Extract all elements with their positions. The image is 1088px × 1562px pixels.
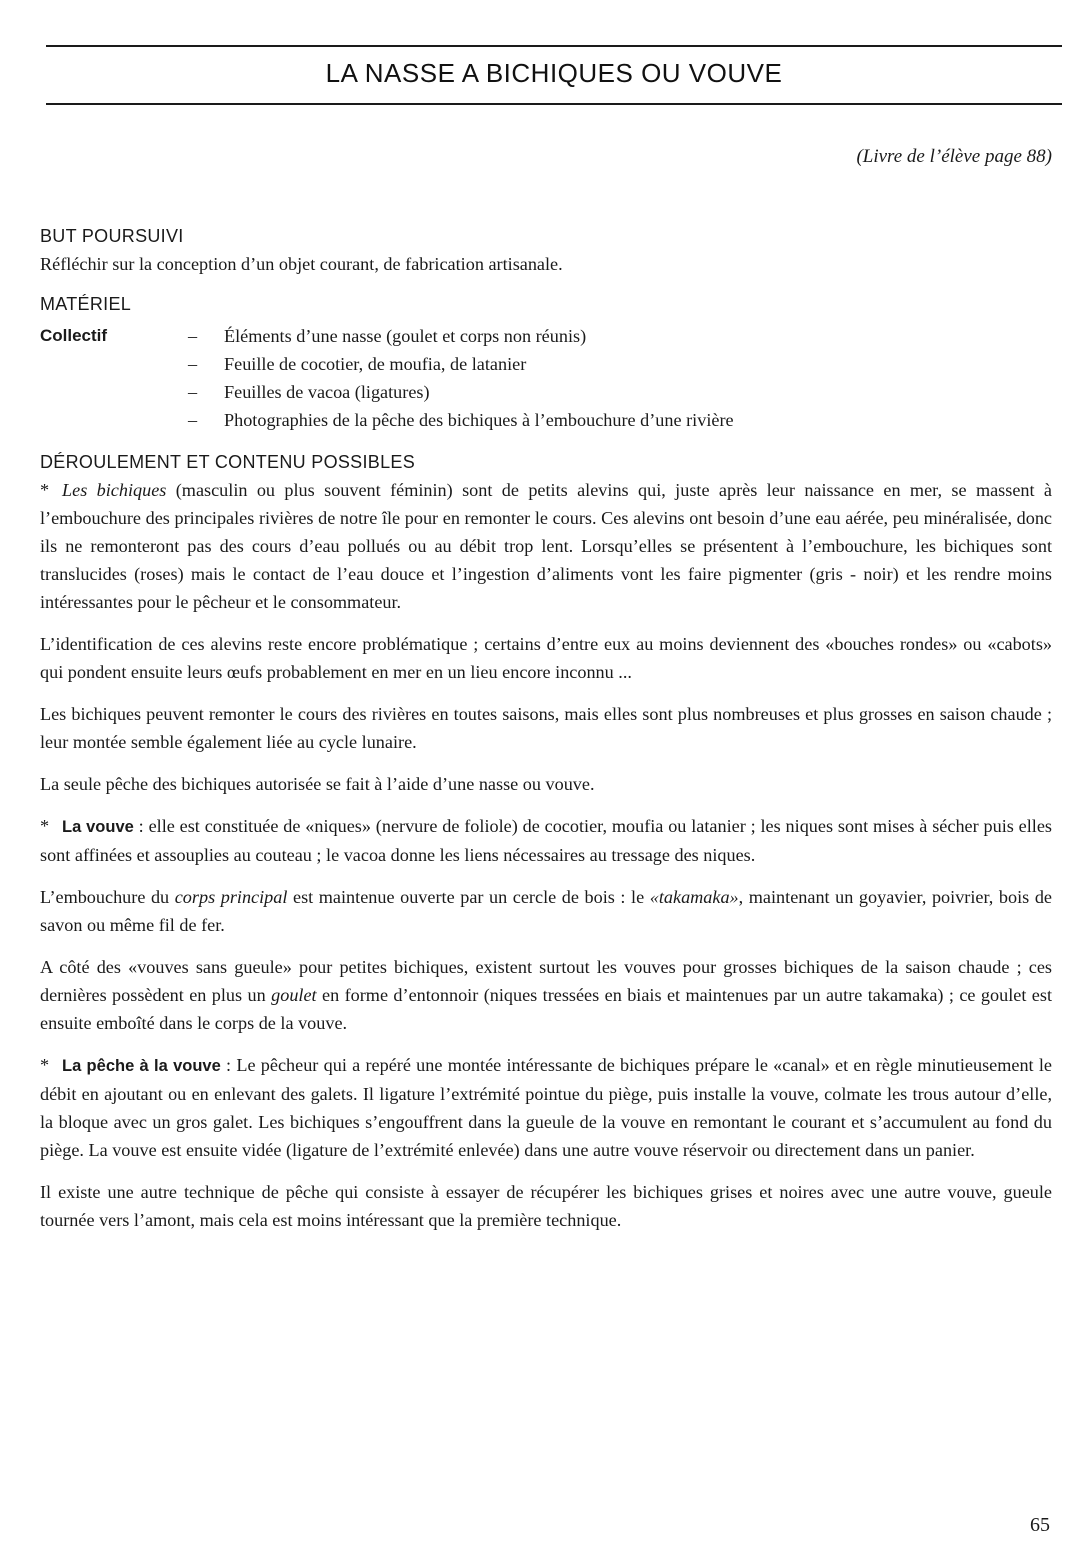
paragraph-saisons: Les bichiques peuvent remonter le cours des rivières en toutes saisons, mais elles sont plus nombreuses et plus grosses en saison chaude ; leur montée semble également liée au cycle lunaire. <box>40 704 1052 752</box>
paragraph-autre-technique: Il existe une autre technique de pêche qui consiste à essayer de récupérer les bichiques grises et noires avec une autre vouve, gueule tournée vers l’amont, mais cela est moins intéressant que la première technique. <box>40 1182 1052 1230</box>
list-item: – Éléments d’une nasse (goulet et corps non réunis) <box>188 326 587 346</box>
page-title: LA NASSE A BICHIQUES OU VOUVE <box>325 58 783 88</box>
list-item: – Photographies de la pêche des bichiques à l’embouchure d’une rivière <box>188 410 734 430</box>
paragraph-vouve: * La vouve : elle est constituée de «niques» (nervure de foliole) de cocotier, moufia ou latanier ; les niques sont mises à sécher puis elles sont affinées et assouplies au couteau ; le vacoa donne les liens nécessaires au tressage des niques. <box>40 812 1052 869</box>
collectif-label: Collectif <box>40 326 108 345</box>
materiel-list-block <box>40 322 1052 434</box>
asterisk-marker: * <box>40 480 50 500</box>
asterisk-marker: * <box>40 1055 50 1075</box>
bold-term: La pêche à la vouve <box>62 1057 221 1075</box>
paragraph-goulet: A côté des «vouves sans gueule» pour petites bichiques, existent surtout les vouves pour grosses bichiques de la saison chaude ; ces dernières possèdent en plus un goulet en forme d’entonnoir (niques tressées en biais et maintenues par un autre takamaka) ; ce goulet est ensuite emboîté dans le corps de la vouve. <box>40 957 1052 1033</box>
but-text: Réfléchir sur la conception d’un objet courant, de fabrication artisanale. <box>40 254 563 274</box>
deroulement-heading: DÉROULEMENT ET CONTENU POSSIBLES <box>40 452 416 472</box>
emphasis-text: Les bichiques <box>62 480 167 500</box>
list-item: – Feuilles de vacoa (ligatures) <box>188 382 430 402</box>
paragraph-embouchure: L’embouchure du corps principal est maintenue ouverte par un cercle de bois : le «takamaka», maintenant un goyavier, poivrier, bois de savon ou même fil de fer. <box>40 887 1052 935</box>
emphasis-text: goulet <box>271 985 317 1005</box>
materiel-heading: MATÉRIEL <box>40 294 132 314</box>
but-heading: BUT POURSUIVI <box>40 226 184 246</box>
paragraph-identification: L’identification de ces alevins reste encore problématique ; certains d’entre eux au moins deviennent des «bouches rondes» ou «cabots» qui pondent ensuite leurs œufs probablement en mer en un lieu encore inconnu ... <box>40 634 1052 682</box>
title-bottom-rule <box>46 103 1062 105</box>
paragraph-peche-vouve: * La pêche à la vouve : Le pêcheur qui a repéré une montée intéressante de bichiques prépare le «canal» et en règle minutieusement le débit en ajoutant ou en enlevant des galets. Il ligature l’extrémité pointue du piège, puis installe la vouve, colmate les trous autour d’elle, la bloque avec un gros galet. Les bichiques s’engouffrent dans la gueule de la vouve en remontant le courant et s’accumulent au fond du piège. La vouve est ensuite vidée (ligature de l’extrémité enlevée) dans une autre vouve réservoir ou directement dans un panier. <box>40 1051 1052 1164</box>
paragraph-bichiques: * Les bichiques (masculin ou plus souvent féminin) sont de petits alevins qui, juste après leur naissance en mer, se massent à l’embouchure des principales rivières de notre île pour en remonter le cours. Ces alevins ont besoin d’une eau aérée, peu minéralisée, donc ils ne remonteront pas des cours d’eau pollués ou au débit trop lent. Lorsqu’elles se présentent à l’embouchure, les bichiques sont translucides (roses) mais le contact de l’eau douce et l’ingestion d’aliments vont les faire pigmenter (gris - noir) et les rendre moins intéressantes pour le pêcheur et le consommateur. <box>40 476 1052 616</box>
materiel-list <box>188 322 734 434</box>
paragraph-peche-autorisee: La seule pêche des bichiques autorisée se fait à l’aide d’une nasse ou vouve. <box>40 774 595 794</box>
bold-term: La vouve <box>62 818 134 836</box>
book-reference: (Livre de l’élève page 88) <box>856 146 1052 167</box>
title-top-rule <box>46 45 1062 47</box>
asterisk-marker: * <box>40 816 50 836</box>
list-item: – Feuille de cocotier, de moufia, de latanier <box>188 354 527 374</box>
emphasis-text: «takamaka» <box>649 887 739 907</box>
emphasis-text: corps principal <box>174 887 288 907</box>
page-number: 65 <box>1030 1514 1050 1536</box>
document-body <box>40 222 1052 1248</box>
